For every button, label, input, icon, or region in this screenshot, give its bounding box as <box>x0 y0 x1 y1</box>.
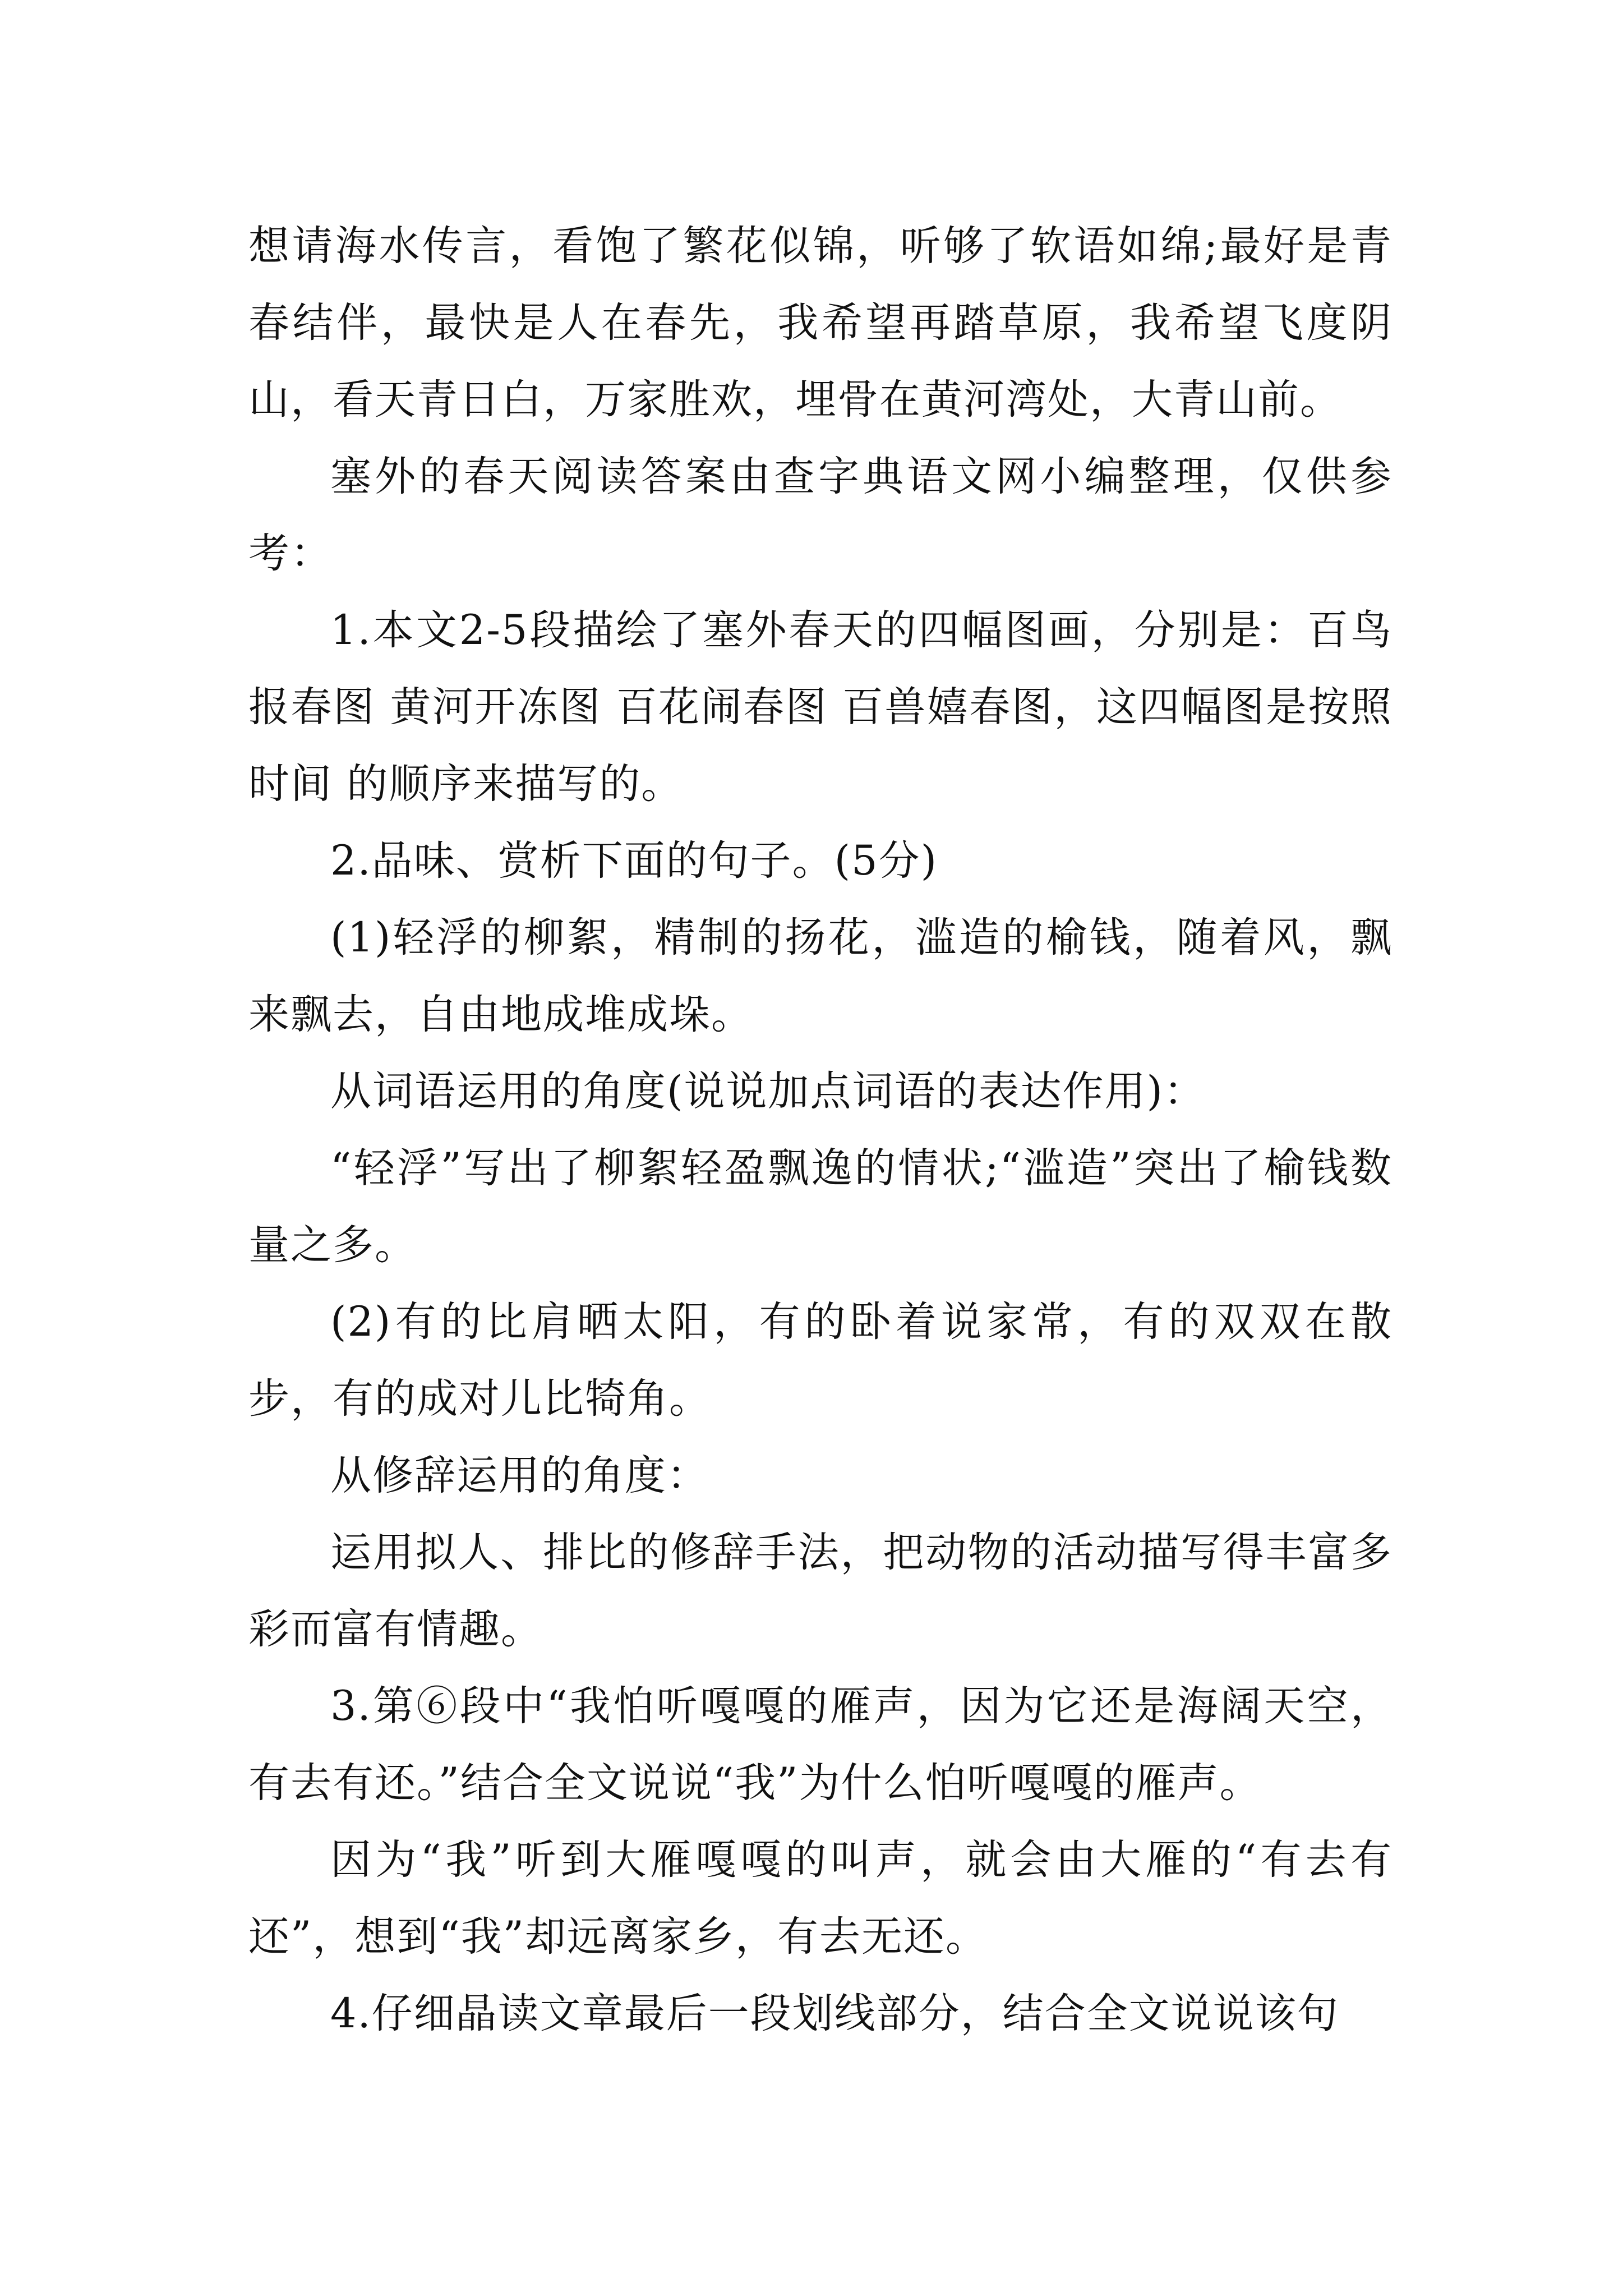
paragraph-question-3: 3.第⑥段中“我怕听嘎嘎的雁声，因为它还是海阔天空，有去有还。”结合全文说说“我”为什么怕听嘎嘎的雁声。 <box>248 1682 1393 1807</box>
paragraph-sentence-1: (1)轻浮的柳絮，精制的扬花，滥造的榆钱，随着风，飘来飘去，自由地成堆成垛。 <box>248 914 1393 1038</box>
paragraph-sentence-2: (2)有的比肩晒太阳，有的卧着说家常，有的双双在散步，有的成对儿比犄角。 <box>248 1298 1393 1423</box>
paragraph-question-1: 1.本文2-5段描绘了塞外春天的四幅图画，分别是：百鸟报春图 黄河开冻图 百花闹春图 百兽嬉春图，这四幅图是按照 时间 的顺序来描写的。 <box>248 606 1393 808</box>
paragraph-question-3-answer: 因为“我”听到大雁嘎嘎的叫声，就会由大雁的“有去有还”，想到“我”却远离家乡，有去无还。 <box>248 1836 1393 1961</box>
paragraph-continued-text: 想请海水传言，看饱了繁花似锦，听够了软语如绵;最好是青春结伴，最快是人在春先，我希望再踏草原，我希望飞度阴山，看天青日白，万家胜欢，埋骨在黄河湾处，大青山前。 <box>248 222 1393 424</box>
paragraph-rhetoric-answer: 运用拟人、排比的修辞手法，把动物的活动描写得丰富多彩而富有情趣。 <box>248 1529 1393 1653</box>
paragraph-word-usage-prompt: 从词语运用的角度(说说加点词语的表达作用)： <box>330 1068 1206 1115</box>
paragraph-question-2: 2.品味、赏析下面的句子。(5分) <box>330 837 938 885</box>
paragraph-rhetoric-prompt: 从修辞运用的角度： <box>330 1452 709 1499</box>
document-body <box>248 208 1393 2052</box>
paragraph-answer-intro: 塞外的春天阅读答案由查字典语文网小编整理，仅供参考： <box>248 453 1393 577</box>
paragraph-question-4: 4.仔细晶读文章最后一段划线部分，结合全文说说该句 <box>330 1990 1339 2037</box>
paragraph-word-usage-answer: “轻浮”写出了柳絮轻盈飘逸的情状;“滥造”突出了榆钱数量之多。 <box>248 1144 1393 1269</box>
